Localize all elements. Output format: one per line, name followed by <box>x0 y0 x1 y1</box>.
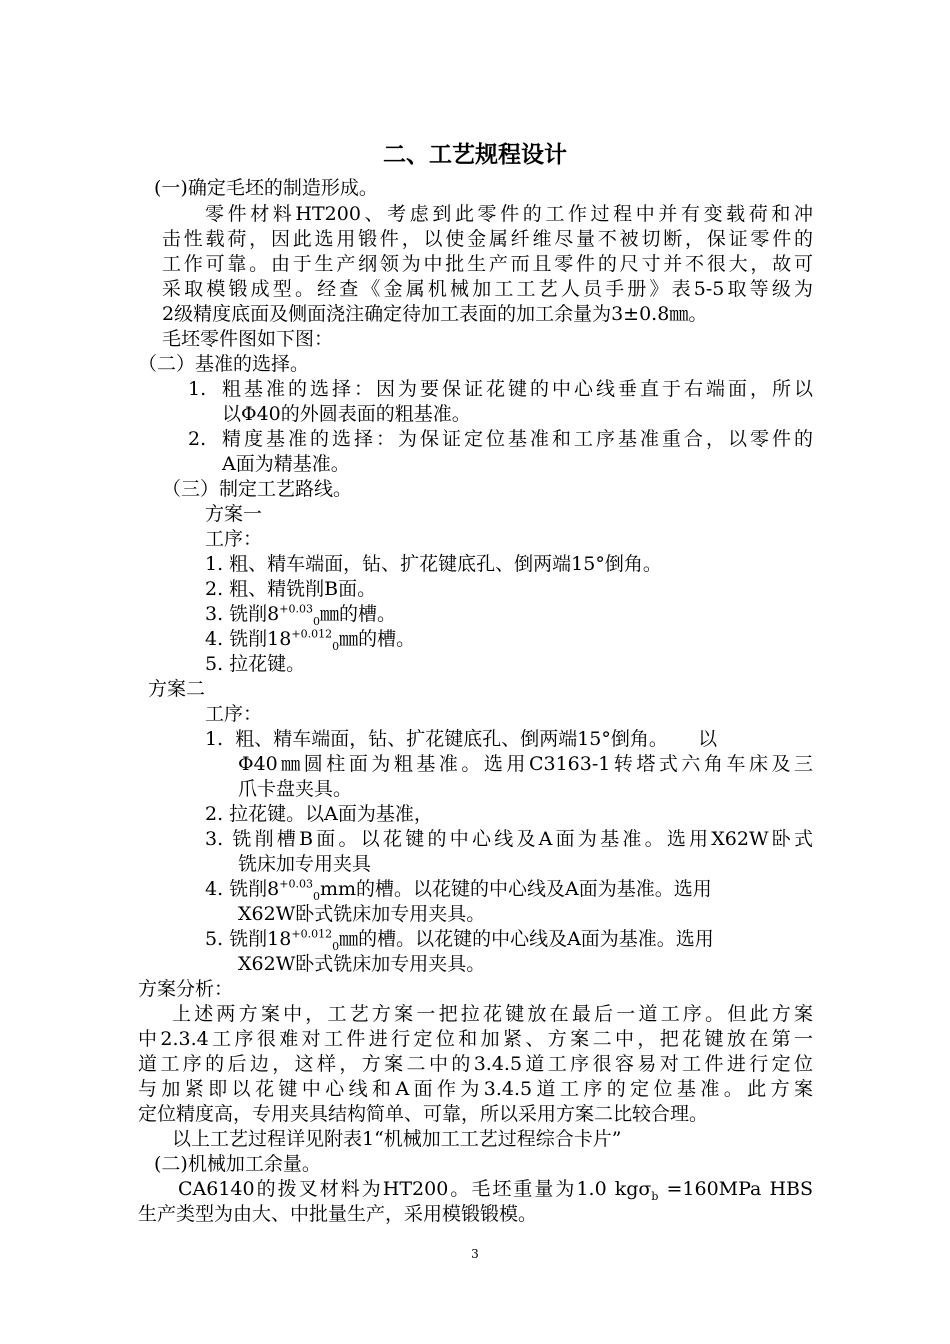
heading-machining-allowance: (二)机械加工余量。 <box>154 1153 321 1175</box>
paragraph-line: 击性载荷，因此选用锻件，以使金属纤维尽量不被切断，保证零件的 <box>162 228 813 250</box>
list-item: 1. 粗、精车端面，钻、扩花键底孔、倒两端15°倒角。 <box>205 553 662 575</box>
heading-blank-manufacture: (一)确定毛坯的制造形成。 <box>154 177 378 199</box>
page-number: 3 <box>471 1247 479 1261</box>
paragraph-line: 上述两方案中，工艺方案一把拉花键放在最后一道工序。但此方案 <box>172 1003 813 1025</box>
list-item-text: 粗基准的选择：因为要保证花键的中心线垂直于右端面，所以 <box>222 378 813 400</box>
list-item: 1. 粗、精车端面，钻、扩花键底孔、倒两端15°倒角。 以 <box>205 728 718 750</box>
paragraph-line: CA6140的拨叉材料为HT200。毛坯重量为1.0 kgσ$_b$ =160MPa HBS <box>178 1178 813 1203</box>
list-item: 5. 拉花键。 <box>205 653 306 675</box>
paragraph-line: 与加紧即以花键中心线和A面作为3.4.5道工序的定位基准。此方案 <box>138 1078 813 1100</box>
list-item: 4. 铣削$8^{+0.03}_0mm$的槽。以花键的中心线及A面为基准。选用 <box>205 877 712 903</box>
list-item: 2. 拉花键。以A面为基准， <box>205 803 433 825</box>
paragraph-line: 道工序的后边，这样，方案二中的3.4.5道工序很容易对工件进行定位 <box>138 1053 813 1075</box>
list-item-continuation: X62W卧式铣床加专用夹具。 <box>238 903 486 925</box>
paragraph-line: 2级精度底面及侧面浇注确定待加工表面的加工余量为3±0.8㎜。 <box>162 303 708 325</box>
list-item: 4. 铣削$18^{+0.012}_0㎜$的槽。 <box>205 627 416 653</box>
list-item-text: 以Φ40的外圆表面的粗基准。 <box>222 403 471 425</box>
plan-one-label: 方案一 <box>205 503 263 525</box>
heading-process-route: （三）制定工艺路线。 <box>162 478 353 500</box>
paragraph-line: 生产类型为由大、中批量生产，采用模锻锻模。 <box>138 1203 538 1225</box>
procedure-label: 工序： <box>205 703 263 725</box>
list-number: 1. <box>188 378 207 400</box>
list-item: 3. 铣削$8^{+0.03}_0㎜$的槽。 <box>205 602 396 628</box>
list-item: 5. 铣削$18^{+0.012}_0㎜$的槽。以花键的中心线及A面为基准。选用 <box>205 927 714 953</box>
paragraph-line: 以上工艺过程详见附表1“机械加工工艺过程综合卡片” <box>172 1128 622 1150</box>
paragraph-line: 毛坯零件图如下图： <box>162 328 334 350</box>
section-title: 二、工艺规程设计 <box>383 142 567 168</box>
list-item-continuation: 铣床加专用夹具 <box>238 853 372 875</box>
list-item-text: 精度基准的选择：为保证定位基准和工序基准重合，以零件的 <box>222 428 813 450</box>
paragraph-line: 定位精度高，专用夹具结构简单、可靠，所以采用方案二比较合理。 <box>138 1103 709 1125</box>
heading-plan-analysis: 方案分析： <box>138 978 234 1000</box>
paragraph-line: 中2.3.4工序很难对工件进行定位和加紧、方案二中，把花键放在第一 <box>138 1028 813 1050</box>
paragraph-line: 工作可靠。由于生产纲领为中批生产而且零件的尺寸并不很大，故可 <box>162 253 813 275</box>
list-item-continuation: X62W卧式铣床加专用夹具。 <box>238 953 486 975</box>
plan-two-label: 方案二 <box>148 678 206 700</box>
list-item-continuation: Φ40㎜圆柱面为粗基准。选用C3163-1转塔式六角车床及三 <box>238 753 813 775</box>
list-number: 2. <box>188 428 207 450</box>
paragraph-line: 零件材料HT200、考虑到此零件的工作过程中并有变载荷和冲 <box>205 203 813 225</box>
list-item-continuation: 爪卡盘夹具。 <box>238 778 353 800</box>
paragraph-line: 采取模锻成型。经查《金属机械加工工艺人员手册》表5-5取等级为 <box>162 278 813 300</box>
list-item: 3. 铣削槽B面。以花键的中心线及A面为基准。选用X62W卧式 <box>205 828 813 850</box>
list-item: 2. 粗、精铣削B面。 <box>205 578 377 600</box>
list-item-text: A面为精基准。 <box>222 453 350 475</box>
heading-datum-selection: （二）基准的选择。 <box>138 353 310 375</box>
procedure-label: 工序： <box>205 528 263 550</box>
